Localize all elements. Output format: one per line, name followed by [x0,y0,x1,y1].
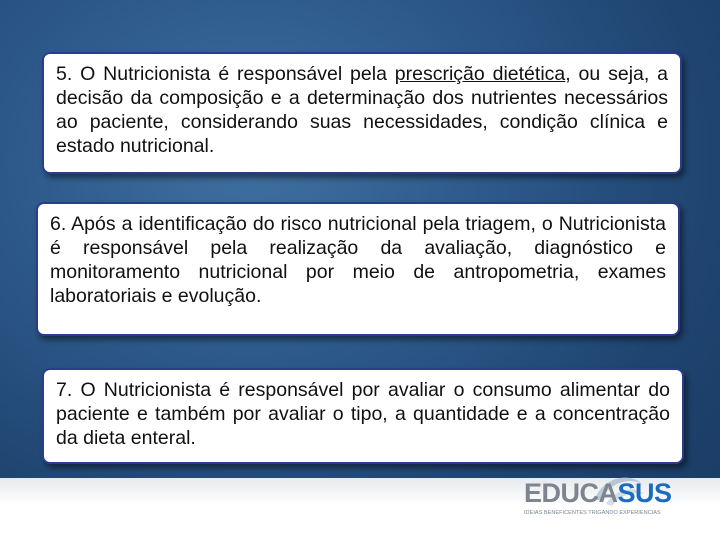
statement-5-text-start: 5. O Nutricionista é responsável pela [56,63,395,85]
educasus-logo [516,470,698,526]
statement-7-text: 7. O Nutricionista é responsável por avaliar o consumo alimentar do paciente e também por avaliar o tipo, a quantidade e a concentração da dieta enteral. [56,379,670,449]
statement-5-underlined-term: prescrição dietética [394,63,566,85]
statement-5-text-end: , ou seja, a decisão da composição e a determinação dos nutrientes necessários ao paciente, considerando suas necessidades, condição clínica e estado nutricional. [56,63,668,157]
logo-brand-sus: SUS [617,478,672,508]
statement-card-5 [42,52,682,174]
logo-brand-educa: EDUCA [524,478,618,508]
logo-tagline: IDEIAS BENEFICENTES TRIGANDO EXPERIÊNCIAS [524,510,661,516]
logo-wordmark [524,478,672,508]
statement-card-6 [36,202,680,336]
statement-card-7 [42,368,684,464]
statement-6-text: 6. Após a identificação do risco nutricional pela triagem, o Nutricionista é responsável pela realização da avaliação, diagnóstico e monitoramento nutricional por meio de antropometria, exames laboratoriais e evolução. [50,213,666,307]
